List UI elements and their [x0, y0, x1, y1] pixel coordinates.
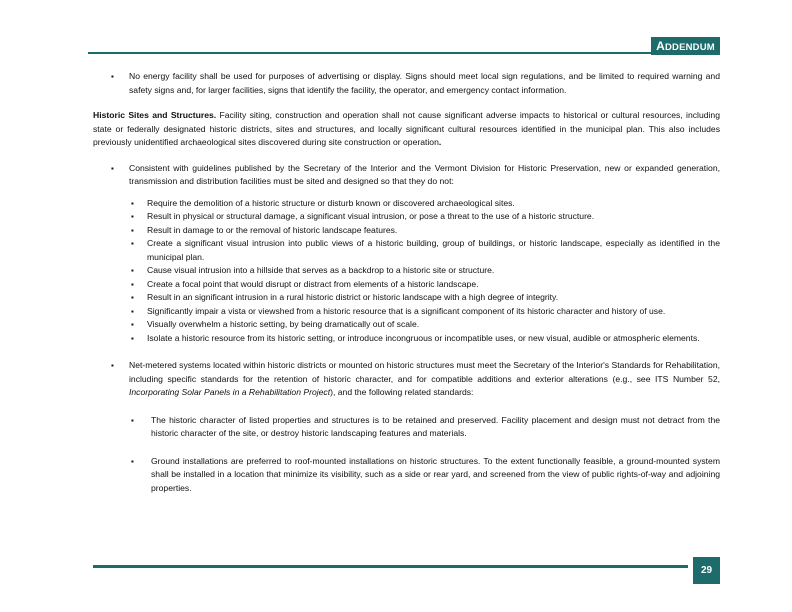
section-tag-initial: A: [656, 39, 665, 53]
header-rule: [88, 52, 651, 54]
historic-paragraph: [93, 109, 720, 150]
section-tag: [651, 37, 720, 55]
guideline-item: ▪ Result in an significant intrusion in a rural historic district or historic landscape with a high degree of integrity.: [93, 291, 720, 305]
guideline-item: ▪ Create a significant visual intrusion into public views of a historic building, group of buildings, or historic landscape, especially as identified in the municipal plan.: [93, 237, 720, 264]
historic-end: .: [438, 137, 442, 147]
footer-rule: [93, 565, 688, 568]
net-metered-text-after: ), and the following related standards:: [330, 387, 474, 397]
historic-heading: Historic Sites and Structures.: [93, 110, 217, 120]
guideline-item: ▪ Require the demolition of a historic structure or disturb known or discovered archaeological sites.: [93, 197, 720, 211]
its-publication-title: Incorporating Solar Panels in a Rehabilitation Project: [129, 387, 331, 397]
page-content: [93, 70, 720, 495]
historic-body: Facility siting, construction and operation shall not cause significant adverse impacts to historical or cultural resources, including state or federally designated historic districts, sites and structures, and locally significant cultural resources identified in the municipal plan. This also includes previously unidentified archaeological sites discovered during site construction or operation: [93, 110, 720, 147]
guideline-item: ▪ Result in physical or structural damage, a significant visual intrusion, or pose a threat to the use of a historic structure.: [93, 210, 720, 224]
guideline-item: ▪ Create a focal point that would disrupt or distract from elements of a historic landscape.: [93, 278, 720, 292]
guideline-item: ▪ Isolate a historic resource from its historic setting, or introduce incongruous or incompatible uses, or new visual, audible or atmospheric elements.: [93, 332, 720, 346]
section-tag-rest: DDENDUM: [664, 42, 715, 53]
guideline-item: ▪ Significantly impair a vista or viewshed from a historic resource that is a significant component of its historic character and history of use.: [93, 305, 720, 319]
bullet-signs: ▪ No energy facility shall be used for purposes of advertising or display. Signs should meet local sign regulations, and be limited to required warning and safety signs and, for larger facilities, signs that identify the facility, the operator, and emergency contact information.: [93, 70, 720, 97]
guideline-item: ▪ Visually overwhelm a historic setting, by being dramatically out of scale.: [93, 318, 720, 332]
standard-item: ▪ The historic character of listed properties and structures is to be retained and preserved. Facility placement and design must not detract from the historic character of the site, or destroy historic landscaping features and materials.: [93, 414, 720, 441]
guideline-item: ▪ Cause visual intrusion into a hillside that serves as a backdrop to a historic site or structure.: [93, 264, 720, 278]
standard-item: ▪ Ground installations are preferred to roof-mounted installations on historic structures. To the extent functionally feasible, a ground-mounted system shall be installed in a location that minimize its visibility, such as a side or rear yard, and screened from the view of public rights-of-way and adjoining properties.: [93, 455, 720, 496]
net-metered-text-before: Net-metered systems located within historic districts or mounted on historic structures must meet the Secretary of the Interior's Standards for Rehabilitation, including specific standards for the retention of historic character, and for compatible additions and exterior alterations (e.g., see ITS Number 52,: [129, 360, 720, 384]
bullet-net-metered: [93, 359, 720, 400]
bullet-guidelines: ▪ Consistent with guidelines published by the Secretary of the Interior and the Vermont Division for Historic Preservation, new or expanded generation, transmission and distribution facilities must be sited and designed so that they do not:: [93, 162, 720, 189]
page-number: 29: [693, 557, 720, 584]
guideline-item: ▪ Result in damage to or the removal of historic landscape features.: [93, 224, 720, 238]
